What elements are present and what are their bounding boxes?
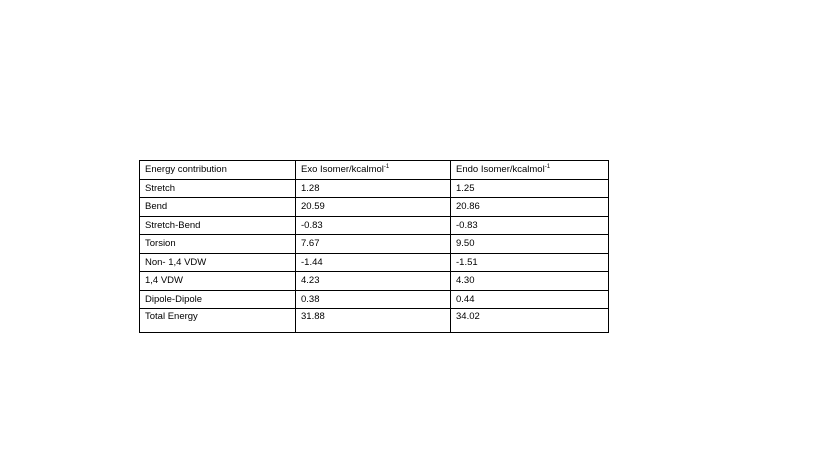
endo-value: 34.02 [451,309,609,333]
header-exo-unit-exponent: -1 [383,164,390,170]
row-label: Total Energy [140,309,296,333]
row-label: Stretch [140,179,296,198]
endo-value: 4.30 [451,272,609,291]
row-label: Non- 1,4 VDW [140,253,296,272]
row-label: Dipole-Dipole [140,290,296,309]
endo-value: -1.51 [451,253,609,272]
exo-value: 4.23 [296,272,451,291]
table-row [140,198,609,217]
header-exo-isomer-text: Exo Isomer/kcalmol [301,164,384,175]
row-label: Torsion [140,235,296,254]
endo-value: 20.86 [451,198,609,217]
endo-value: 9.50 [451,235,609,254]
exo-value: 1.28 [296,179,451,198]
header-endo-unit-exponent: -1 [544,164,551,170]
row-label: Stretch-Bend [140,216,296,235]
header-exo-isomer [296,161,451,180]
exo-value: 7.67 [296,235,451,254]
table-row [140,253,609,272]
table-row [140,272,609,291]
exo-value: 20.59 [296,198,451,217]
energy-contribution-table [139,160,609,333]
table-row [140,179,609,198]
exo-value: 31.88 [296,309,451,333]
table-row [140,235,609,254]
endo-value: -0.83 [451,216,609,235]
header-energy-contribution: Energy contribution [140,161,296,180]
table-row [140,216,609,235]
table-row-total [140,309,609,333]
endo-value: 1.25 [451,179,609,198]
row-label: Bend [140,198,296,217]
exo-value: -1.44 [296,253,451,272]
endo-value: 0.44 [451,290,609,309]
header-endo-isomer [451,161,609,180]
header-endo-isomer-text: Endo Isomer/kcalmol [456,164,545,175]
table-row [140,290,609,309]
table-header-row [140,161,609,180]
exo-value: -0.83 [296,216,451,235]
row-label: 1,4 VDW [140,272,296,291]
exo-value: 0.38 [296,290,451,309]
